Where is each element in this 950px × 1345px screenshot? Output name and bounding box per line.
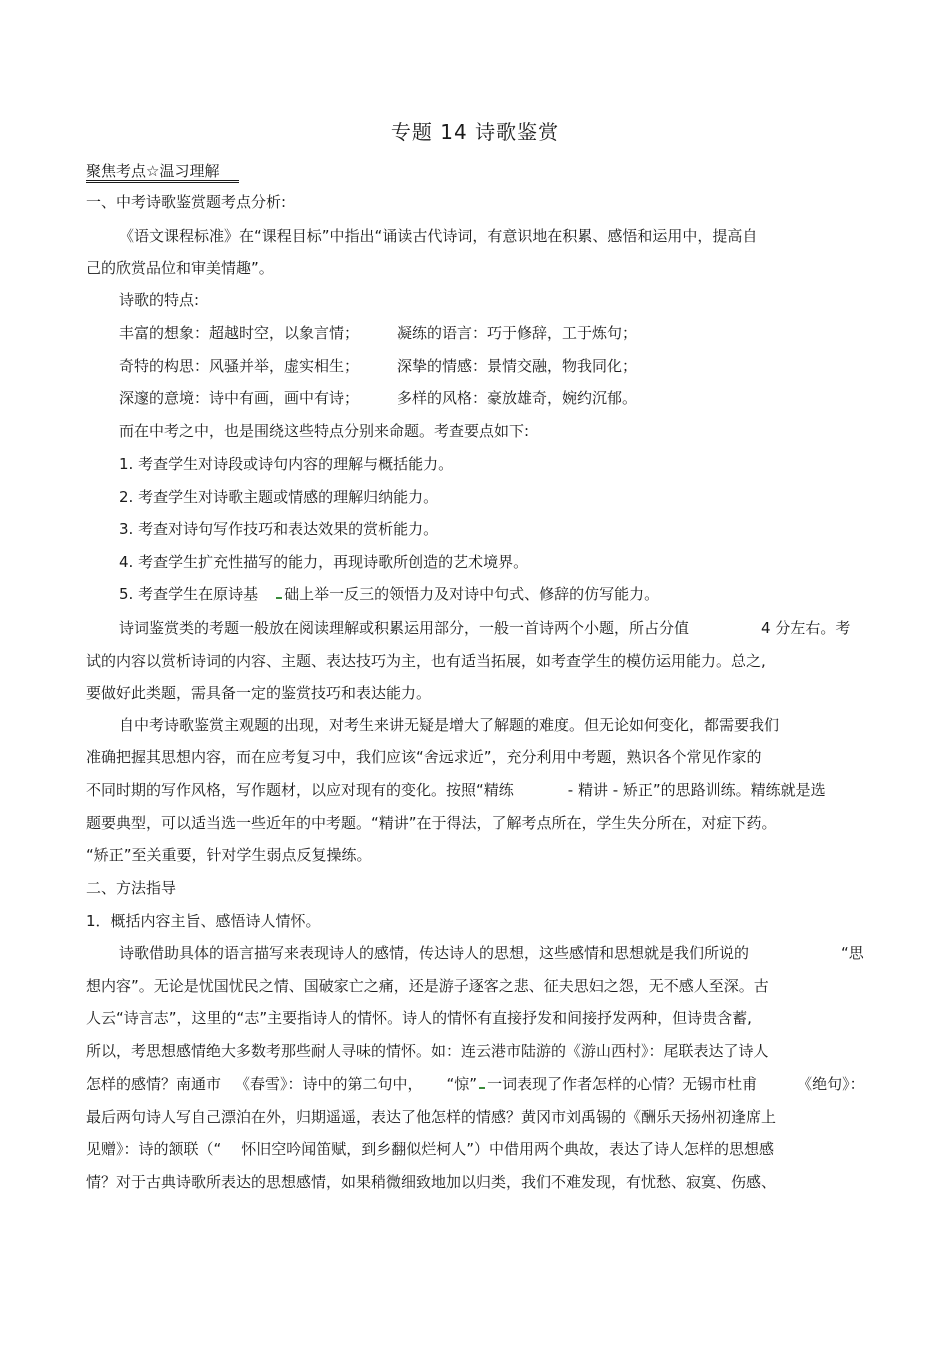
paragraph-line: 准确把握其思想内容，而在应考复习中，我们应该“舍远求近”，充分利用中考题，熟识各个常见作家的 <box>86 748 762 766</box>
numbered-item: 2. 考查学生对诗歌主题或情感的理解归纳能力。 <box>119 488 439 506</box>
feature-item: 凝练的语言：巧于修辞，工于炼句； <box>397 324 638 342</box>
numbered-item: 1. 考查学生对诗段或诗句内容的理解与概括能力。 <box>119 455 454 473</box>
paragraph-line: 想内容”。无论是忧国忧民之情、国破家亡之痛，还是游子逐客之悲、征夫思妇之怨，无不感人至深。古 <box>86 977 769 995</box>
annotation-mark <box>276 597 282 599</box>
paragraph-part: - 精讲 - 矫正”的思路训练。精练就是选 <box>567 781 826 799</box>
feature-item: 多样的风格：豪放雄奇，婉约沉郁。 <box>397 389 638 407</box>
numbered-item <box>119 585 659 603</box>
paragraph-part: 《绝句》： <box>797 1075 865 1093</box>
numbered-item: 4. 考查学生扩充性描写的能力，再现诗歌所创造的艺术境界。 <box>119 553 529 571</box>
paragraph-line: 自中考诗歌鉴赏主观题的出现，对考生来讲无疑是增大了解题的难度。但无论如何变化，都需要我们 <box>119 716 780 734</box>
paragraph-line: 试的内容以赏析诗词的内容、主题、表达技巧为主，也有适当拓展，如考查学生的模仿运用能力。总之, <box>86 652 766 670</box>
paragraph-line <box>119 619 850 637</box>
paragraph-part: 怎样的感情？南通市 <box>86 1075 222 1093</box>
paragraph-line: 而在中考之中，也是围绕这些特点分别来命题。考查要点如下: <box>119 422 530 440</box>
paragraph-line: 题要典型，可以适当选一些近年的中考题。“精讲”在于得法，了解考点所在，学生失分所在，对症下药。 <box>86 814 777 832</box>
feature-item: 深邃的意境：诗中有画，画中有诗； <box>119 389 360 407</box>
paragraph-part: 一词表现了作者怎样的心情？无锡市杜甫 <box>487 1075 758 1093</box>
heading-analysis: 一、中考诗歌鉴赏题考点分析: <box>86 193 287 211</box>
paragraph-part: 怀旧空吟闻笛赋，到乡翻似烂柯人”）中借用两个典故，表达了诗人怎样的思想感 <box>241 1140 775 1158</box>
paragraph-line: 己的欣赏品位和审美情趣”。 <box>86 259 274 277</box>
page-title: 专题 14 诗歌鉴赏 <box>390 120 560 144</box>
paragraph-line: 要做好此类题，需具备一定的鉴赏技巧和表达能力。 <box>86 684 432 702</box>
paragraph-part: 诗歌借助具体的语言描写来表现诗人的感情，传达诗人的思想，这些感情和思想就是我们所说的 <box>119 944 750 962</box>
method-item: 1．概括内容主旨、感悟诗人情怀。 <box>86 912 321 930</box>
paragraph-line: “矫正”至关重要，针对学生弱点反复操练。 <box>86 846 372 864</box>
section-heading: 聚焦考点☆温习理解 <box>86 162 220 180</box>
paragraph-line <box>119 944 864 962</box>
paragraph-part: “惊” <box>446 1075 478 1093</box>
paragraph-line: 最后两句诗人写自己漂泊在外，归期遥遥，表达了他怎样的情感？黄冈市刘禹锡的《酬乐天扬州初逢席上 <box>86 1108 777 1126</box>
features-heading: 诗歌的特点: <box>119 291 200 309</box>
paragraph-line <box>86 1075 865 1093</box>
paragraph-part: 《春雪》：诗中的第二句中， <box>235 1075 423 1093</box>
paragraph-line: 所以，考思想感情绝大多数考那些耐人寻味的情怀。如：连云港市陆游的《游山西村》：尾联表达了诗人 <box>86 1042 769 1060</box>
paragraph-line <box>86 1140 774 1158</box>
paragraph-part: 诗词鉴赏类的考题一般放在阅读理解或积累运用部分，一般一首诗两个小题，所占分值 <box>119 619 690 637</box>
paragraph-line: 情？对于古典诗歌所表达的思想感情，如果稍微细致地加以归类，我们不难发现，有忧愁、寂寞、伤感、 <box>86 1173 777 1191</box>
paragraph-part: “思 <box>841 944 864 962</box>
paragraph-line: 人云“诗言志”，这里的“志”主要指诗人的情怀。诗人的情怀有直接抒发和间接抒发两种，但诗贵含蓄, <box>86 1009 752 1027</box>
numbered-item: 3. 考查对诗句写作技巧和表达效果的赏析能力。 <box>119 520 439 538</box>
paragraph-part: 不同时期的写作风格，写作题材，以应对现有的变化。按照“精练 <box>86 781 514 799</box>
numbered-item-part: 5. 考查学生在原诗基 <box>119 585 259 603</box>
feature-item: 奇特的构思：风骚并举，虚实相生； <box>119 357 360 375</box>
section-underline <box>86 180 239 183</box>
feature-item: 丰富的想象：超越时空，以象言情； <box>119 324 360 342</box>
paragraph-line <box>86 781 826 799</box>
paragraph-part: 4 分左右。考 <box>761 619 851 637</box>
paragraph-part: 见赠》：诗的颔联（“ <box>86 1140 222 1158</box>
annotation-mark <box>479 1087 485 1089</box>
paragraph-line: 《语文课程标准》在“课程目标”中指出“诵读古代诗词，有意识地在积累、感悟和运用中，提高自 <box>119 227 758 245</box>
feature-item: 深挚的情感：景情交融，物我同化； <box>397 357 638 375</box>
heading-method: 二、方法指导 <box>86 879 177 897</box>
numbered-item-part: 础上举一反三的领悟力及对诗中句式、修辞的仿写能力。 <box>284 585 660 603</box>
